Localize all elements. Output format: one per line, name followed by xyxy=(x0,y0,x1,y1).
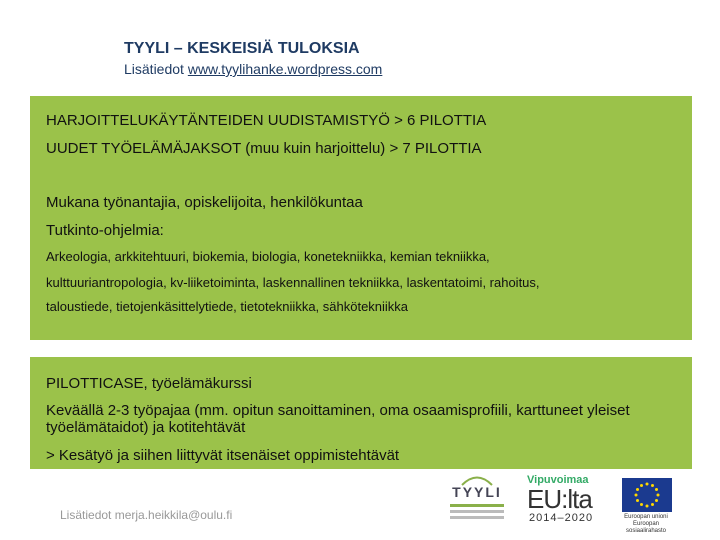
pilot-count-worklife: UUDET TYÖELÄMÄJAKSOT (muu kuin harjoittelu) > 7 PILOTTIA xyxy=(46,140,482,157)
pilot-count-internships: HARJOITTELUKÄYTÄNTEIDEN UUDISTAMISTYÖ > 6 PILOTTIA xyxy=(46,112,487,129)
degree-programs-line-3: taloustiede, tietojenkäsittelytiede, tietotekniikka, sähkötekniikka xyxy=(46,299,409,314)
degree-programs-heading: Tutkinto-ohjelmia: xyxy=(46,222,164,239)
eu-flag-caption: Euroopan unioni Euroopan sosiaalirahasto xyxy=(624,514,668,534)
tyyli-logo-text: TYYLI xyxy=(452,484,502,500)
footer-contact: Lisätiedot merja.heikkila@oulu.fi xyxy=(60,508,233,522)
vipuvoimaa-eu-logo xyxy=(527,474,607,526)
vipuvoimaa-text: Vipuvoimaa xyxy=(527,474,589,486)
website-link[interactable]: www.tyylihanke.wordpress.com xyxy=(187,61,383,77)
tyyli-logo-line xyxy=(450,516,504,519)
page-title: TYYLI – KESKEISIÄ TULOKSIA xyxy=(124,40,360,57)
eu-flag-icon xyxy=(622,478,672,512)
eu-stars-icon xyxy=(622,478,672,512)
subtitle-prefix: Lisätiedot xyxy=(124,61,188,77)
degree-programs-line-2: kulttuuriantropologia, kv-liiketoiminta, laskennallinen tekniikka, laskentatoimi, rahoitus, xyxy=(46,275,540,290)
summer-job-text: > Kesätyö ja siihen liittyvät itsenäiset oppimistehtävät xyxy=(46,447,400,464)
results-panel xyxy=(30,96,692,340)
tyyli-logo-line xyxy=(450,504,504,507)
page-subtitle xyxy=(124,61,382,77)
period-text: 2014–2020 xyxy=(529,512,594,524)
pilot-case-panel xyxy=(30,357,692,469)
tyyli-logo xyxy=(448,474,506,530)
eulta-text: EU:lta xyxy=(527,484,592,514)
degree-programs-line-1: Arkeologia, arkkitehtuuri, biokemia, biologia, konetekniikka, kemian tekniikka, xyxy=(46,249,490,264)
participants-text: Mukana työnantajia, opiskelijoita, henkilökuntaa xyxy=(46,194,363,211)
pilot-case-title: PILOTTICASE, työelämäkurssi xyxy=(46,375,252,392)
workshop-description: Keväällä 2-3 työpajaa (mm. opitun sanoittaminen, oma osaamisprofiili, karttuneet yleiset työelämätaidot) ja kotitehtävät xyxy=(46,402,630,436)
tyyli-logo-line xyxy=(450,510,504,513)
